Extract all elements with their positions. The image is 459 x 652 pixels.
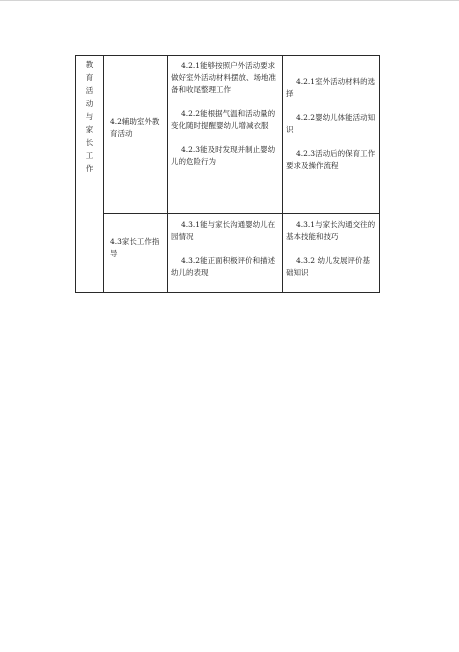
knowledge-cell xyxy=(283,56,380,214)
knowledge-cell xyxy=(283,214,380,293)
skill-item: 4.2.3能及时发现并制止婴幼儿的危险行为 xyxy=(171,145,276,166)
skill-item: 4.2.1能够按照户外活动要求做好室外活动材料摆放、场地准备和收尾整理工作 xyxy=(171,61,276,94)
skill-item: 4.3.2能正面积极评价和描述幼儿的表现 xyxy=(171,256,276,277)
category-char: 家 xyxy=(85,125,94,134)
knowledge-item: 4.3.1与家长沟通交往的基本技能和技巧 xyxy=(286,220,376,241)
subcategory-cell xyxy=(104,56,168,214)
category-char: 与 xyxy=(85,112,94,121)
subcategory-cell xyxy=(104,214,168,293)
skill-item: 4.3.1能与家长沟通婴幼儿在园情况 xyxy=(171,220,276,241)
skill-item: 4.2.2能根据气温和活动量的变化随时提醒婴幼儿增减衣服 xyxy=(171,109,276,130)
subcategory-label: 4.2辅助室外教育活动 xyxy=(110,117,160,138)
knowledge-item: 4.2.1室外活动材料的选择 xyxy=(286,77,376,98)
category-char: 育 xyxy=(85,73,94,82)
page-top-rule xyxy=(0,0,459,1)
table-row xyxy=(76,56,380,214)
knowledge-item: 4.3.2 幼儿发展评价基础知识 xyxy=(286,256,370,277)
category-char: 工 xyxy=(85,151,94,160)
subcategory-label: 4.3家长工作指导 xyxy=(110,237,160,258)
skills-cell xyxy=(168,56,283,214)
category-cell xyxy=(76,56,104,293)
knowledge-item: 4.2.2婴幼儿体能活动知识 xyxy=(286,113,376,134)
category-char: 教 xyxy=(85,60,94,69)
category-char: 动 xyxy=(85,99,94,108)
category-char: 活 xyxy=(85,86,94,95)
training-standard-table xyxy=(75,55,380,293)
knowledge-item: 4.2.3活动后的保育工作要求及操作流程 xyxy=(286,149,376,170)
table-row xyxy=(76,214,380,293)
category-char: 长 xyxy=(85,138,94,147)
category-char: 作 xyxy=(85,164,94,173)
skills-cell xyxy=(168,214,283,293)
